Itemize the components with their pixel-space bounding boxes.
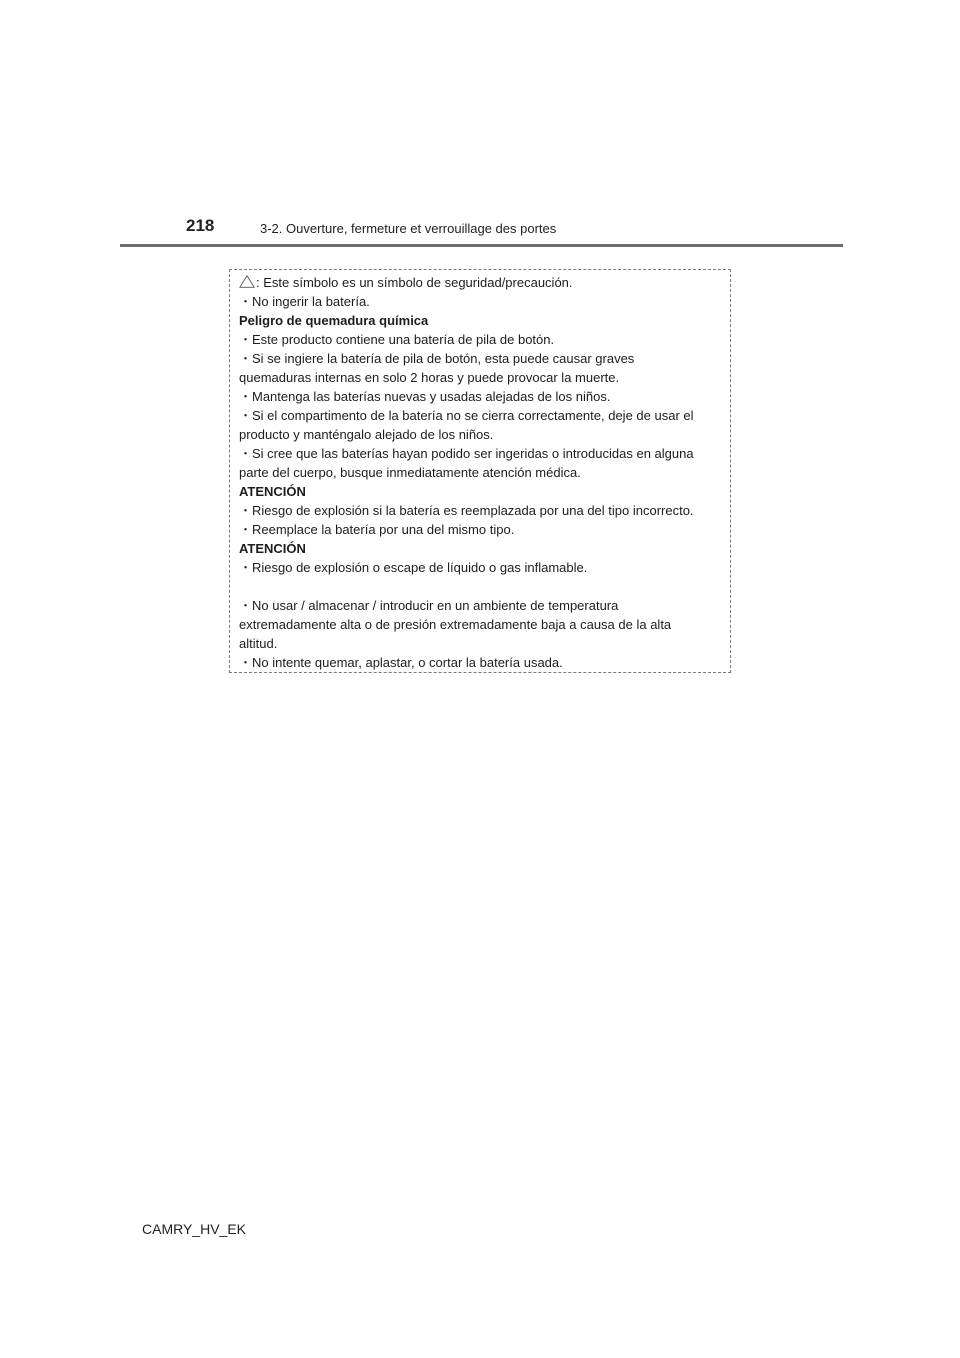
warning-line: parte del cuerpo, busque inmediatamente atención médica. [239,465,581,480]
warning-line: producto y manténgalo alejado de los niños. [239,427,494,442]
warning-line: extremadamente alta o de presión extremadamente baja a causa de la alta [239,617,672,632]
model-code: CAMRY_HV_EK [142,1221,247,1237]
warning-line: ・Si se ingiere la batería de pila de botón, esta puede causar graves [239,351,635,366]
warning-line: ・Este producto contiene una batería de pila de botón. [239,332,555,347]
warning-line: ・Si cree que las baterías hayan podido ser ingeridas o introducidas en alguna [239,446,694,461]
attention-heading: ATENCIÓN [239,541,306,556]
symbol-note-line [239,273,729,292]
warning-line: ・Reemplace la batería por una del mismo tipo. [239,522,515,537]
blank-line [239,577,729,596]
warning-line: ・Riesgo de explosión si la batería es reemplazada por una del tipo incorrecto. [239,503,694,518]
warning-line: altitud. [239,636,278,651]
warning-line: ・No usar / almacenar / introducir en un ambiente de temperatura [239,598,619,613]
page-number: 218 [186,216,215,235]
header-rule [120,244,843,247]
warning-line: quemaduras internas en solo 2 horas y puede provocar la muerte. [239,370,620,385]
section-title: 3-2. Ouverture, fermeture et verrouillage des portes [260,221,557,236]
warning-line: ・Si el compartimento de la batería no se cierra correctamente, deje de usar el [239,408,694,423]
warning-line: ・No ingerir la batería. [239,294,370,309]
warning-line: ・No intente quemar, aplastar, o cortar la batería usada. [239,655,563,670]
warning-heading: Peligro de quemadura química [239,313,429,328]
warning-line: ・Mantenga las baterías nuevas y usadas alejadas de los niños. [239,389,611,404]
symbol-note: : Este símbolo es un símbolo de seguridad/precaución. [256,275,573,290]
warning-triangle-icon [239,275,255,288]
attention-heading: ATENCIÓN [239,484,306,499]
warning-line: ・Riesgo de explosión o escape de líquido o gas inflamable. [239,560,588,575]
warning-content [239,273,729,672]
